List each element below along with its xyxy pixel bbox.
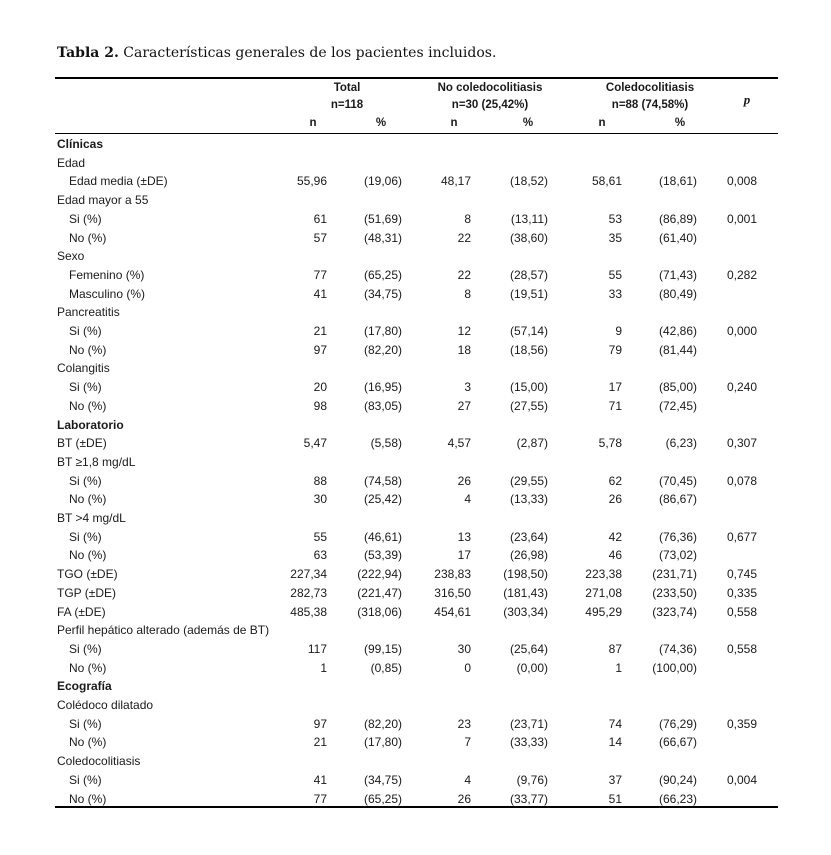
table-row — [0, 341, 831, 360]
cell-coledocolitiasis-n: 35 — [608, 230, 622, 245]
cell-coledocolitiasis-pct: (66,67) — [658, 735, 697, 750]
cell-no-coledocolitiasis-n: 27 — [457, 398, 471, 413]
cell-no-coledocolitiasis-n: 4 — [464, 492, 471, 507]
table-row — [0, 247, 831, 266]
cell-coledocolitiasis-pct: (86,89) — [658, 211, 697, 226]
cell-no-coledocolitiasis-pct: (38,60) — [509, 230, 548, 245]
cell-p-value: 0,677 — [726, 529, 757, 544]
row-label: TGO (±DE) — [57, 567, 118, 582]
cell-total-n: 21 — [313, 735, 327, 750]
table-row — [0, 509, 831, 528]
cell-coledocolitiasis-pct: (6,23) — [665, 436, 697, 451]
cell-total-pct: (25,42) — [363, 492, 402, 507]
variable-group-label: Coledocolitiasis — [57, 754, 141, 769]
row-label: Si (%) — [69, 529, 102, 544]
cell-total-pct: (65,25) — [363, 791, 402, 806]
cell-coledocolitiasis-n: 42 — [608, 529, 622, 544]
cell-total-pct: (83,05) — [363, 398, 402, 413]
cell-total-pct: (17,80) — [363, 324, 402, 338]
header-total-title: Total — [333, 82, 361, 94]
cell-coledocolitiasis-pct: (70,45) — [658, 473, 697, 488]
cell-no-coledocolitiasis-n: 316,50 — [434, 585, 471, 600]
cell-p-value: 0,000 — [726, 324, 757, 338]
row-label: Femenino (%) — [69, 267, 145, 282]
cell-coledocolitiasis-n: 58,61 — [591, 174, 622, 189]
cell-total-pct: (5,58) — [370, 436, 402, 451]
cell-no-coledocolitiasis-pct: (23,71) — [509, 716, 548, 731]
table-row — [0, 210, 831, 229]
cell-no-coledocolitiasis-n: 22 — [457, 267, 471, 282]
cell-total-pct: (222,94) — [357, 567, 402, 582]
cell-total-n: 21 — [313, 324, 327, 338]
cell-total-pct: (17,80) — [363, 735, 402, 750]
cell-total-n: 20 — [313, 380, 327, 395]
cell-coledocolitiasis-pct: (86,67) — [658, 492, 697, 507]
table-row — [0, 378, 831, 397]
cell-p-value: 0,335 — [726, 585, 757, 600]
row-label: Si (%) — [69, 641, 102, 656]
variable-group-label: Edad — [57, 155, 86, 170]
cell-no-coledocolitiasis-n: 7 — [464, 735, 471, 750]
table-row — [0, 434, 831, 453]
header-coledocolitiasis-title: Coledocolitiasis — [605, 82, 695, 94]
cell-coledocolitiasis-n: 14 — [608, 735, 622, 750]
cell-coledocolitiasis-pct: (231,71) — [652, 567, 697, 582]
cell-total-pct: (318,06) — [357, 604, 402, 619]
cell-coledocolitiasis-pct: (76,29) — [658, 716, 697, 731]
cell-no-coledocolitiasis-n: 8 — [464, 211, 471, 226]
row-label: No (%) — [69, 791, 107, 806]
cell-total-n: 97 — [313, 342, 327, 357]
row-label: TGP (±DE) — [57, 585, 117, 600]
cell-total-n: 61 — [313, 211, 327, 226]
table-row — [0, 303, 831, 322]
cell-p-value: 0,307 — [726, 436, 757, 451]
cell-p-value: 0,008 — [726, 174, 757, 189]
cell-total-n: 63 — [313, 548, 327, 563]
cell-p-value: 0,558 — [726, 604, 757, 619]
cell-coledocolitiasis-pct: (323,74) — [652, 604, 697, 619]
table-row — [0, 752, 831, 771]
cell-total-n: 227,34 — [290, 567, 327, 582]
table-row — [0, 584, 831, 603]
cell-total-pct: (74,58) — [363, 473, 402, 488]
cell-no-coledocolitiasis-n: 22 — [457, 230, 471, 245]
cell-no-coledocolitiasis-n: 454,61 — [434, 604, 471, 619]
table-row — [0, 677, 831, 696]
row-label: Edad media (±DE) — [69, 174, 168, 189]
table-row — [0, 715, 831, 734]
table-row — [0, 640, 831, 659]
cell-no-coledocolitiasis-pct: (13,11) — [510, 211, 548, 226]
cell-total-pct: (221,47) — [357, 585, 402, 600]
cell-p-value: 0,240 — [726, 380, 757, 395]
cell-coledocolitiasis-pct: (18,61) — [658, 174, 697, 189]
subheader-pct: % — [674, 117, 686, 129]
subheader-pct: % — [522, 117, 534, 129]
variable-group-label: Perfil hepático alterado (además de BT) — [57, 623, 270, 638]
cell-coledocolitiasis-pct: (71,43) — [658, 267, 697, 282]
row-label: No (%) — [69, 230, 107, 245]
cell-coledocolitiasis-n: 33 — [608, 286, 622, 301]
cell-total-n: 55,96 — [296, 174, 327, 189]
cell-total-n: 98 — [313, 398, 327, 413]
cell-no-coledocolitiasis-pct: (29,55) — [509, 473, 548, 488]
cell-no-coledocolitiasis-n: 8 — [464, 286, 471, 301]
table-row — [0, 603, 831, 622]
cell-no-coledocolitiasis-n: 0 — [464, 660, 471, 675]
cell-coledocolitiasis-pct: (85,00) — [658, 380, 697, 395]
cell-coledocolitiasis-pct: (73,02) — [658, 548, 697, 563]
table-row — [0, 172, 831, 191]
cell-no-coledocolitiasis-pct: (0,00) — [516, 660, 548, 675]
cell-coledocolitiasis-pct: (90,24) — [658, 772, 697, 787]
cell-total-n: 77 — [313, 267, 327, 282]
bottom-rule — [55, 806, 778, 808]
cell-coledocolitiasis-pct: (80,49) — [658, 286, 697, 301]
cell-total-n: 41 — [313, 286, 327, 301]
cell-coledocolitiasis-pct: (100,00) — [652, 660, 697, 675]
cell-coledocolitiasis-n: 223,38 — [585, 567, 622, 582]
row-label: No (%) — [69, 492, 107, 507]
cell-total-pct: (82,20) — [363, 716, 402, 731]
table-row — [0, 659, 831, 678]
cell-total-n: 282,73 — [290, 585, 327, 600]
table-row — [0, 733, 831, 752]
cell-coledocolitiasis-n: 1 — [615, 660, 622, 675]
cell-total-pct: (51,69) — [363, 211, 402, 226]
row-label: No (%) — [69, 342, 107, 357]
cell-coledocolitiasis-n: 37 — [608, 772, 622, 787]
cell-no-coledocolitiasis-n: 18 — [457, 342, 471, 357]
table-row — [0, 359, 831, 378]
variable-group-label: Sexo — [57, 249, 85, 264]
table-row — [0, 490, 831, 509]
cell-no-coledocolitiasis-pct: (26,98) — [509, 548, 548, 563]
subheader-pct: % — [375, 117, 387, 129]
table-row — [0, 771, 831, 790]
cell-p-value: 0,745 — [726, 567, 757, 582]
cell-total-pct: (82,20) — [363, 342, 402, 357]
cell-coledocolitiasis-pct: (76,36) — [658, 529, 697, 544]
row-label: Si (%) — [69, 324, 102, 338]
cell-p-value: 0,078 — [726, 473, 757, 488]
cell-no-coledocolitiasis-n: 17 — [457, 548, 471, 563]
cell-total-pct: (16,95) — [363, 380, 402, 395]
cell-total-pct: (99,15) — [363, 641, 402, 656]
cell-coledocolitiasis-pct: (81,44) — [658, 342, 697, 357]
header-no-coledocolitiasis-count: n=30 (25,42%) — [451, 99, 529, 111]
cell-coledocolitiasis-n: 71 — [608, 398, 622, 413]
cell-total-n: 57 — [313, 230, 327, 245]
cell-total-pct: (65,25) — [363, 267, 402, 282]
row-label: No (%) — [69, 548, 107, 563]
table-row — [0, 322, 831, 341]
cell-no-coledocolitiasis-n: 4 — [464, 772, 471, 787]
table-caption-number: Tabla 2. — [57, 45, 119, 61]
cell-no-coledocolitiasis-pct: (28,57) — [509, 267, 548, 282]
cell-total-n: 5,47 — [303, 436, 327, 451]
cell-coledocolitiasis-n: 26 — [608, 492, 622, 507]
row-label: FA (±DE) — [57, 604, 106, 619]
variable-group-label: Colédoco dilatado — [57, 698, 154, 712]
cell-no-coledocolitiasis-n: 48,17 — [440, 174, 471, 189]
cell-no-coledocolitiasis-pct: (181,43) — [503, 585, 548, 600]
cell-no-coledocolitiasis-pct: (2,87) — [516, 436, 548, 451]
cell-coledocolitiasis-pct: (233,50) — [652, 585, 697, 600]
cell-coledocolitiasis-n: 5,78 — [598, 436, 622, 451]
cell-no-coledocolitiasis-pct: (18,52) — [509, 174, 548, 189]
row-label: No (%) — [69, 735, 107, 750]
cell-total-n: 55 — [313, 529, 327, 544]
cell-total-n: 485,38 — [290, 604, 327, 619]
cell-coledocolitiasis-pct: (66,23) — [658, 791, 697, 806]
cell-coledocolitiasis-pct: (61,40) — [658, 230, 697, 245]
cell-no-coledocolitiasis-n: 26 — [457, 791, 471, 806]
cell-no-coledocolitiasis-pct: (23,64) — [509, 529, 548, 544]
subheader-n: n — [598, 117, 606, 129]
cell-p-value: 0,359 — [726, 716, 757, 731]
cell-coledocolitiasis-n: 495,29 — [585, 604, 622, 619]
cell-total-pct: (34,75) — [363, 286, 402, 301]
cell-no-coledocolitiasis-pct: (15,00) — [509, 380, 548, 395]
header-coledocolitiasis-count: n=88 (74,58%) — [611, 99, 689, 111]
cell-p-value: 0,001 — [726, 211, 757, 226]
header-p-value: p — [743, 92, 751, 107]
table-row — [0, 416, 831, 435]
variable-group-label: Edad mayor a 55 — [57, 193, 149, 208]
row-label: Si (%) — [69, 772, 102, 787]
table-row — [0, 266, 831, 285]
cell-coledocolitiasis-n: 271,08 — [585, 585, 622, 600]
cell-no-coledocolitiasis-pct: (198,50) — [503, 567, 548, 582]
cell-coledocolitiasis-pct: (42,86) — [658, 324, 697, 338]
row-label: Si (%) — [69, 211, 102, 226]
cell-no-coledocolitiasis-pct: (27,55) — [509, 398, 548, 413]
cell-no-coledocolitiasis-n: 238,83 — [434, 567, 471, 582]
section-heading: Clínicas — [57, 137, 104, 151]
cell-total-n: 117 — [307, 641, 327, 656]
cell-no-coledocolitiasis-n: 12 — [457, 324, 471, 338]
cell-total-n: 88 — [313, 473, 327, 488]
cell-coledocolitiasis-n: 55 — [608, 267, 622, 282]
cell-coledocolitiasis-pct: (72,45) — [658, 398, 697, 413]
table-row — [0, 135, 831, 154]
cell-total-n: 1 — [320, 660, 327, 675]
cell-p-value: 0,282 — [726, 267, 757, 282]
cell-no-coledocolitiasis-pct: (33,33) — [509, 735, 548, 750]
row-label: Si (%) — [69, 716, 102, 731]
cell-total-pct: (46,61) — [363, 529, 402, 544]
cell-no-coledocolitiasis-n: 26 — [457, 473, 471, 488]
table-row — [0, 285, 831, 304]
table-row — [0, 154, 831, 173]
cell-no-coledocolitiasis-pct: (18,56) — [509, 342, 548, 357]
variable-group-label: Pancreatitis — [57, 305, 120, 320]
cell-coledocolitiasis-n: 74 — [608, 716, 622, 731]
row-label: Si (%) — [69, 473, 102, 488]
cell-coledocolitiasis-n: 62 — [608, 473, 622, 488]
table-row — [0, 696, 831, 715]
table-row — [0, 191, 831, 210]
cell-no-coledocolitiasis-pct: (57,14) — [509, 324, 548, 338]
row-label: No (%) — [69, 660, 107, 675]
table-caption-text: Características generales de los pacientes incluidos. — [118, 45, 497, 61]
cell-p-value: 0,558 — [726, 641, 757, 656]
cell-coledocolitiasis-n: 87 — [608, 641, 622, 656]
subheader-n: n — [450, 117, 458, 129]
cell-coledocolitiasis-pct: (74,36) — [658, 641, 697, 656]
cell-no-coledocolitiasis-pct: (33,77) — [509, 791, 548, 806]
cell-total-pct: (48,31) — [363, 230, 402, 245]
row-label: Masculino (%) — [69, 286, 146, 301]
table-row — [0, 397, 831, 416]
cell-total-n: 30 — [313, 492, 327, 507]
cell-total-n: 77 — [313, 791, 327, 806]
cell-no-coledocolitiasis-pct: (19,51) — [509, 286, 548, 301]
table-row — [0, 528, 831, 547]
subheader-n: n — [309, 117, 317, 129]
cell-no-coledocolitiasis-pct: (25,64) — [509, 641, 548, 656]
cell-total-pct: (0,85) — [370, 660, 402, 675]
cell-total-pct: (53,39) — [363, 548, 402, 563]
cell-coledocolitiasis-n: 51 — [608, 791, 622, 806]
row-label: Si (%) — [69, 380, 102, 395]
cell-no-coledocolitiasis-pct: (9,76) — [516, 772, 548, 787]
table-row — [0, 621, 831, 640]
table-row — [0, 565, 831, 584]
header-no-coledocolitiasis-title: No coledocolitiasis — [437, 82, 543, 94]
cell-total-pct: (19,06) — [363, 174, 402, 189]
cell-no-coledocolitiasis-n: 13 — [457, 529, 471, 544]
cell-coledocolitiasis-n: 53 — [608, 211, 622, 226]
cell-coledocolitiasis-n: 17 — [608, 380, 622, 395]
table-row — [0, 453, 831, 472]
cell-no-coledocolitiasis-pct: (303,34) — [503, 604, 548, 619]
cell-no-coledocolitiasis-n: 3 — [464, 380, 471, 395]
variable-group-label: BT >4 mg/dL — [57, 511, 126, 525]
variable-group-label: BT ≥1,8 mg/dL — [57, 454, 136, 469]
cell-total-pct: (34,75) — [363, 772, 402, 787]
section-heading: Laboratorio — [57, 417, 124, 432]
header-total-count: n=118 — [330, 99, 364, 111]
cell-no-coledocolitiasis-n: 30 — [457, 641, 471, 656]
cell-coledocolitiasis-n: 79 — [608, 342, 622, 357]
cell-no-coledocolitiasis-n: 4,57 — [447, 436, 471, 451]
cell-total-n: 97 — [313, 716, 327, 731]
section-heading: Ecografía — [57, 679, 112, 694]
table-row — [0, 546, 831, 565]
cell-no-coledocolitiasis-n: 23 — [457, 716, 471, 731]
row-label: No (%) — [69, 398, 107, 413]
row-label: BT (±DE) — [57, 436, 107, 451]
cell-coledocolitiasis-n: 46 — [608, 548, 622, 563]
table-row — [0, 472, 831, 491]
cell-coledocolitiasis-n: 9 — [615, 324, 622, 338]
table-row — [0, 229, 831, 248]
cell-p-value: 0,004 — [726, 772, 757, 787]
cell-total-n: 41 — [313, 772, 327, 787]
cell-no-coledocolitiasis-pct: (13,33) — [509, 492, 548, 507]
variable-group-label: Colangitis — [57, 361, 110, 376]
